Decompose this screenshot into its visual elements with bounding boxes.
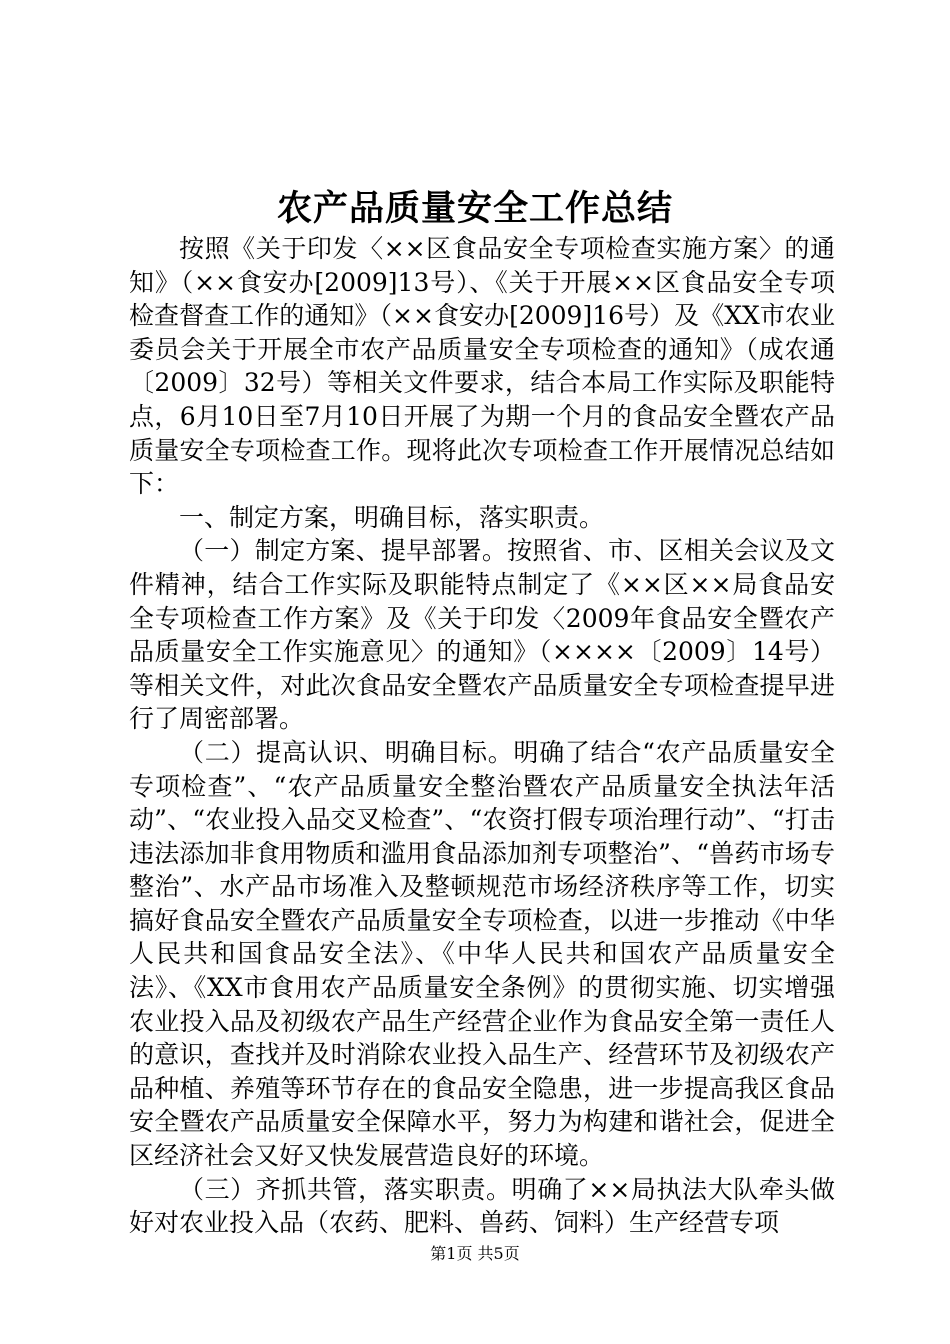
paragraph-subsection-3: （三）齐抓共管，落实职责。明确了××局执法大队牵头做好对农业投入品（农药、肥料、兽药、饲料）生产经营专项 (129, 1174, 835, 1238)
paragraph-intro: 按照《关于印发〈××区食品安全专项检查实施方案〉的通知》（××食安办[2009]13号）、《关于开展××区食品安全专项检查督查工作的通知》（××食安办[2009]16号）及《XX市农业委员会关于开展全市农产品质量安全专项检查的通知》（成农通〔2009〕32号）等相关文件要求，结合本局工作实际及职能特点，6月10日至7月10日开展了为期一个月的食品安全暨农产品质量安全专项检查工作。现将此次专项检查工作开展情况总结如下： (129, 234, 835, 499)
paragraph-subsection-1: （一）制定方案、提早部署。按照省、市、区相关会议及文件精神，结合工作实际及职能特点制定了《××区××局食品安全专项检查工作方案》及《关于印发〈2009年食品安全暨农产品质量安全工作实施意见〉的通知》（××××〔2009〕14号）等相关文件，对此次食品安全暨农产品质量安全专项检查提早进行了周密部署。 (129, 536, 835, 734)
document-title: 农产品质量安全工作总结 (276, 188, 673, 229)
paragraph-subsection-2: （二）提高认识、明确目标。明确了结合“农产品质量安全专项检查”、“农产品质量安全整治暨农产品质量安全执法年活动”、“农业投入品交叉检查”、“农资打假专项治理行动”、“打击违法添加非食用物质和滥用食品添加剂专项整治”、“兽药市场专整治”、水产品市场准入及整顿规范市场经济秩序等工作，切实搞好食品安全暨农产品质量安全专项检查，以进一步推动《中华人民共和国食品安全法》、《中华人民共和国农产品质量安全法》、《XX市食用农产品质量安全条例》的贯彻实施、切实增强农业投入品及初级农产品生产经营企业作为食品安全第一责任人的意识，查找并及时消除农业投入品生产、经营环节及初级农产品种植、养殖等环节存在的食品安全隐患，进一步提高我区食品安全暨农产品质量安全保障水平，努力为构建和谐社会，促进全区经济社会又好又快发展营造良好的环境。 (129, 737, 835, 1171)
document-body (129, 232, 835, 1240)
page-footer: 第1页 共5页 (430, 1244, 520, 1263)
section-heading-1: 一、制定方案，明确目标，落实职责。 (179, 502, 605, 532)
